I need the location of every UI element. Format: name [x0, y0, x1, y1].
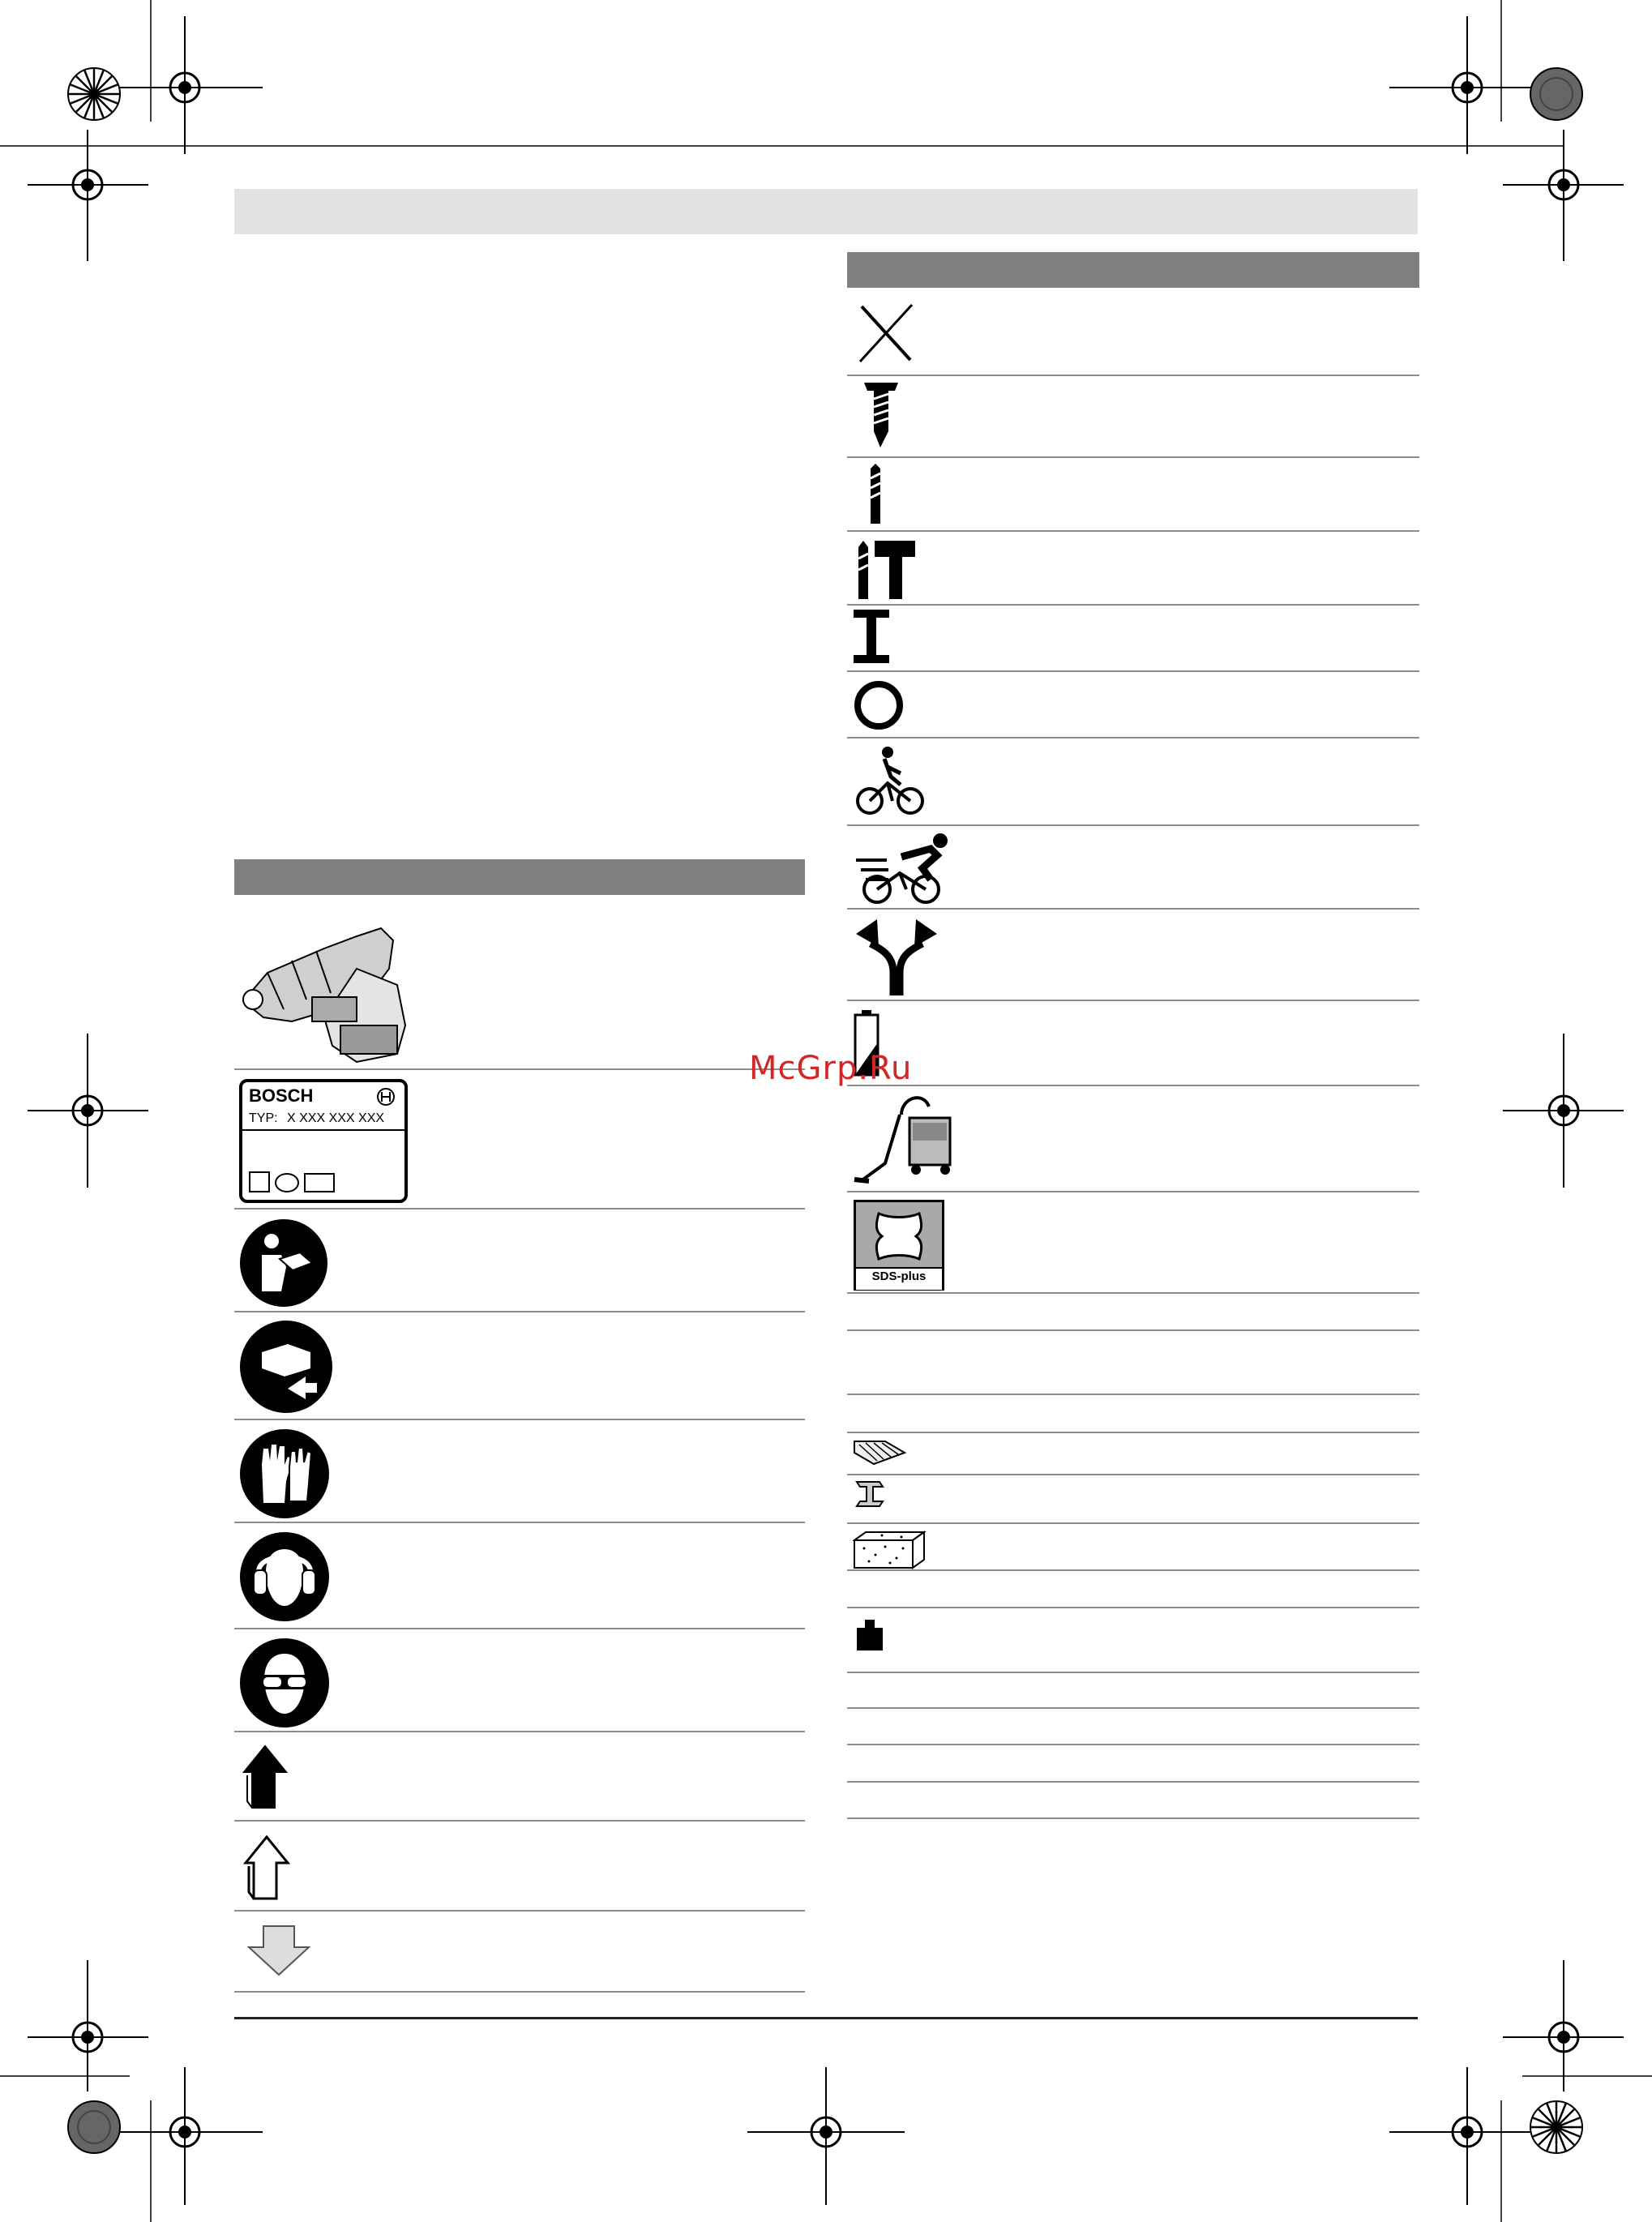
bicycle-slow-icon: [855, 744, 925, 817]
right-row-divider: [847, 737, 1419, 739]
left-table-header: [234, 859, 805, 895]
ear-protection-icon: [239, 1531, 330, 1622]
plate-rect-mark: [304, 1173, 335, 1192]
right-row-divider: [847, 1432, 1419, 1433]
circle-icon: [853, 679, 905, 731]
right-row-divider: [847, 670, 1419, 672]
drill-hammer-icon: [854, 537, 918, 601]
drill-bit-icon: [866, 464, 885, 525]
protective-gloves-icon: [239, 1428, 330, 1519]
left-row-divider: [234, 1311, 805, 1312]
right-row-divider: [847, 1817, 1419, 1819]
watermark-text: McGrp.Ru: [749, 1050, 913, 1087]
sds-plus-icon: [854, 1200, 944, 1291]
fork-arrow-icon: [853, 916, 940, 997]
right-row-divider: [847, 1607, 1419, 1608]
bicycle-fast-icon: [853, 831, 953, 905]
left-row-divider: [234, 1910, 805, 1912]
right-row-divider: [847, 1522, 1419, 1524]
right-row-divider: [847, 1744, 1419, 1745]
arrow-up-filled-icon: [241, 1743, 291, 1811]
left-row-divider: [234, 1731, 805, 1732]
right-row-divider: [847, 530, 1419, 532]
plate-type-number: X XXX XXX XXX: [287, 1111, 385, 1125]
right-row-divider: [847, 375, 1419, 376]
right-row-divider: [847, 1394, 1419, 1395]
left-row-divider: [234, 1419, 805, 1420]
right-row-divider: [847, 1672, 1419, 1673]
i-beam-icon: [854, 610, 889, 663]
right-row-divider: [847, 908, 1419, 910]
right-row-divider: [847, 1569, 1419, 1571]
right-row-divider: [847, 824, 1419, 826]
right-row-divider: [847, 1707, 1419, 1709]
left-row-divider: [234, 1522, 805, 1523]
steel-material-icon: [855, 1480, 886, 1509]
left-row-divider: [234, 1068, 805, 1070]
wood-material-icon: [853, 1436, 906, 1469]
battery-remove-icon: [239, 1320, 333, 1414]
concrete-material-icon: [853, 1531, 926, 1569]
left-row-divider: [234, 1628, 805, 1629]
right-row-divider: [847, 1781, 1419, 1783]
right-row-divider: [847, 1191, 1419, 1192]
right-row-divider: [847, 604, 1419, 606]
right-row-divider: [847, 1474, 1419, 1475]
right-row-divider: [847, 1329, 1419, 1331]
cross-icon: [855, 300, 917, 365]
right-row-divider: [847, 1000, 1419, 1001]
sds-label: SDS-plus: [871, 1269, 927, 1283]
bosch-logo-icon: [376, 1087, 396, 1107]
read-manual-icon: [239, 1218, 328, 1308]
left-row-divider: [234, 1820, 805, 1822]
dust-extractor-icon: [851, 1090, 965, 1188]
arrow-up-outline-icon: [241, 1834, 291, 1902]
right-row-divider: [847, 1085, 1419, 1086]
right-table-header: [847, 252, 1419, 288]
plate-type-label: TYP:: [249, 1111, 278, 1125]
rating-plate-icon: [239, 1079, 408, 1203]
right-row-divider: [847, 1292, 1419, 1294]
eye-protection-icon: [239, 1638, 330, 1728]
screw-icon: [861, 381, 901, 449]
weight-icon: [855, 1620, 884, 1652]
plate-oval-mark: [275, 1173, 299, 1192]
plate-brand: BOSCH: [249, 1085, 314, 1106]
rotary-hammer-icon: [235, 904, 417, 1066]
arrow-down-outline-icon: [246, 1923, 312, 1978]
footer-rule: [234, 2017, 1418, 2019]
sds-shank-icon: [866, 1207, 932, 1265]
left-row-divider: [234, 1208, 805, 1209]
right-row-divider: [847, 456, 1419, 458]
plate-divider: [242, 1129, 404, 1131]
left-row-divider: [234, 1991, 805, 1993]
plate-square-mark: [249, 1171, 270, 1192]
